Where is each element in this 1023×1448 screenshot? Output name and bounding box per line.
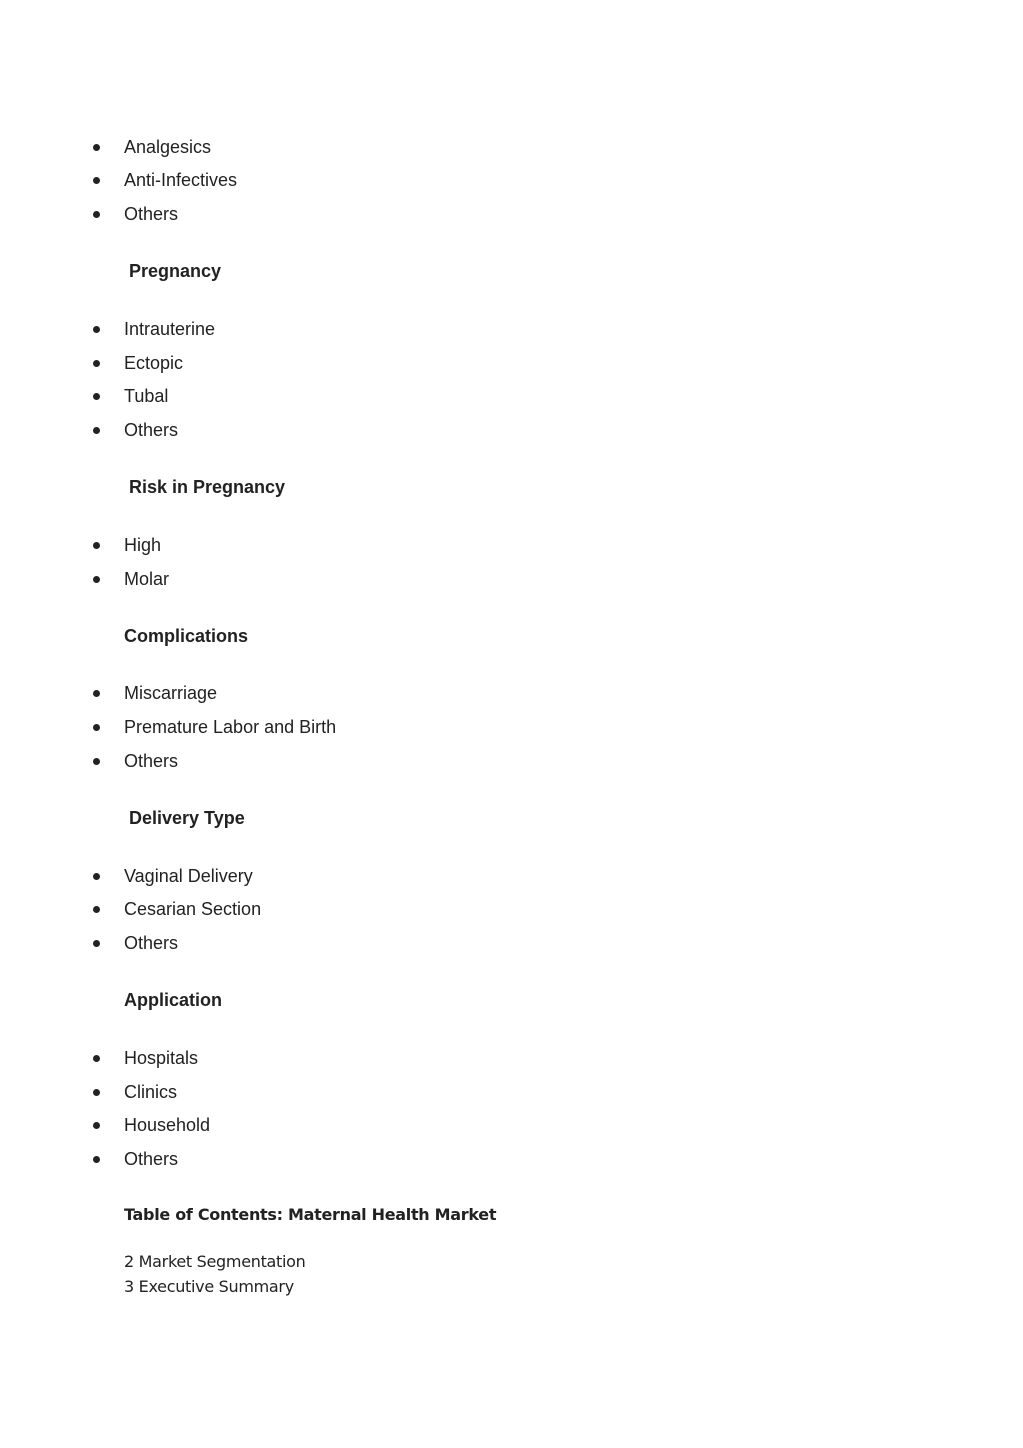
list-item: Analgesics [124,137,212,157]
list-item: Anti-Infectives [124,170,238,190]
section-heading: Application [124,990,222,1010]
bullet-icon [93,144,100,151]
list-item: Clinics [124,1082,178,1102]
bullet-icon [93,724,100,731]
list-item: Intrauterine [124,319,216,339]
section-heading: Delivery Type [129,808,245,828]
list-item: Others [124,420,179,440]
toc-entry: 3 Executive Summary [124,1277,294,1296]
list-item: Molar [124,569,170,589]
list-item: Tubal [124,386,169,406]
bullet-icon [93,873,100,880]
list-item: Ectopic [124,353,184,373]
bullet-icon [93,1089,100,1096]
bullet-icon [93,360,100,367]
section-heading: Complications [124,626,249,646]
list-item: Household [124,1115,211,1135]
list-item: Others [124,204,179,224]
toc-entry: 2 Market Segmentation [124,1252,306,1271]
bullet-icon [93,393,100,400]
bullet-icon [93,906,100,913]
bullet-icon [93,542,100,549]
list-item: Others [124,933,179,953]
bullet-icon [93,1055,100,1062]
bullet-icon [93,758,100,765]
list-item: Cesarian Section [124,899,262,919]
bullet-icon [93,427,100,434]
list-item: High [124,535,162,555]
list-item: Others [124,1149,179,1169]
bullet-icon [93,1156,100,1163]
list-item: Hospitals [124,1048,199,1068]
list-item: Vaginal Delivery [124,866,253,886]
toc-title: Table of Contents: Maternal Health Market [124,1205,497,1224]
bullet-icon [93,177,100,184]
bullet-icon [93,690,100,697]
section-heading: Pregnancy [129,261,222,281]
list-item: Others [124,751,179,771]
bullet-icon [93,1122,100,1129]
bullet-icon [93,211,100,218]
bullet-icon [93,326,100,333]
list-item: Premature Labor and Birth [124,717,337,737]
list-item: Miscarriage [124,683,218,703]
bullet-icon [93,576,100,583]
section-heading: Risk in Pregnancy [129,477,286,497]
bullet-icon [93,940,100,947]
